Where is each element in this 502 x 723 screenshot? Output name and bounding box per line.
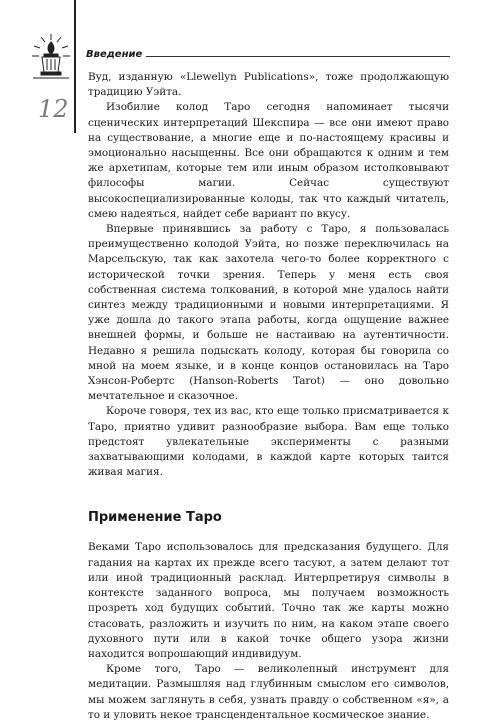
margin-rule bbox=[74, 0, 76, 133]
paragraph: Веками Таро использовалось для предсказания будущего. Для гадания на картах их прежде всего тасуют, а затем делают тот или иной традиционный расклад. Интерпретируя символы в контексте заданного вопроса, мы получаем возможность прозреть ход будущих событий. Точно так же карты можно стасовать, разложить и изучить по ним, на каком этапе своего духовного пути или в какой точке общего узора жизни находится вопрошающий индивидуум. bbox=[88, 541, 449, 660]
running-title: Введение bbox=[86, 49, 143, 60]
running-header bbox=[86, 46, 450, 60]
paragraph: Короче говоря, тех из вас, кто еще только присматривается к Таро, приятно удивит разнообразие выбора. Вам еще только предстоят увлекательные эксперименты с разными захватывающими колодами, в каждой карте которых таится живая магия. bbox=[88, 405, 449, 479]
header-rule bbox=[146, 56, 450, 57]
paragraph: Впервые принявшись за работу с Таро, я пользовалась преимущественно колодой Уэйта, но позже переключилась на Марсельскую, так как захотела чего-то более корректного с исторической точки зрения. Теперь у меня есть своя собственная система толкований, в которой мне удалось найти синтез между традиционными и новыми интерпретациями. Я уже дошла до такого этапа работы, когда ощущение важнее внешней формы, и больше не настаиваю на аутентичности. Недавно я решила подыскать колоду, которая бы говорила со мной на моем языке, и в конце концов остановилась на Таро Хэнсон-Робертс (Hanson-Roberts Tarot) — оно довольно мечтательное и сказочное. bbox=[88, 223, 449, 403]
paragraph: Кроме того, Таро — великолепный инструмент для медитации. Размышляя над глубинным смыслом его символов, мы можем заглянуть в себя, узнать правду о собственном «я», а то и уловить некое трансцендентальное космическое знание. bbox=[88, 663, 449, 721]
body-text bbox=[88, 70, 449, 723]
paragraph: Изобилие колод Таро сегодня напоминает тысячи сценических интерпретаций Шекспира — все они имеют право на существование, а многие еще и по-настоящему красивы и эмоционально насыщенны. Все они обращаются к одним и тем же архетипам, которые тем или иным образом истолковывают философы магии. Сейчас существуют высокоспециализированные колоды, так что каждый читатель, смею надеяться, найдет себе вариант по вкусу. bbox=[88, 101, 449, 220]
oil-lamp-icon bbox=[30, 32, 72, 88]
page-number: 12 bbox=[38, 95, 69, 123]
section-heading: Применение Таро bbox=[88, 510, 222, 526]
paragraph: Вуд, изданную «Llewellyn Publications», тоже продолжающую традицию Уэйта. bbox=[88, 71, 449, 99]
